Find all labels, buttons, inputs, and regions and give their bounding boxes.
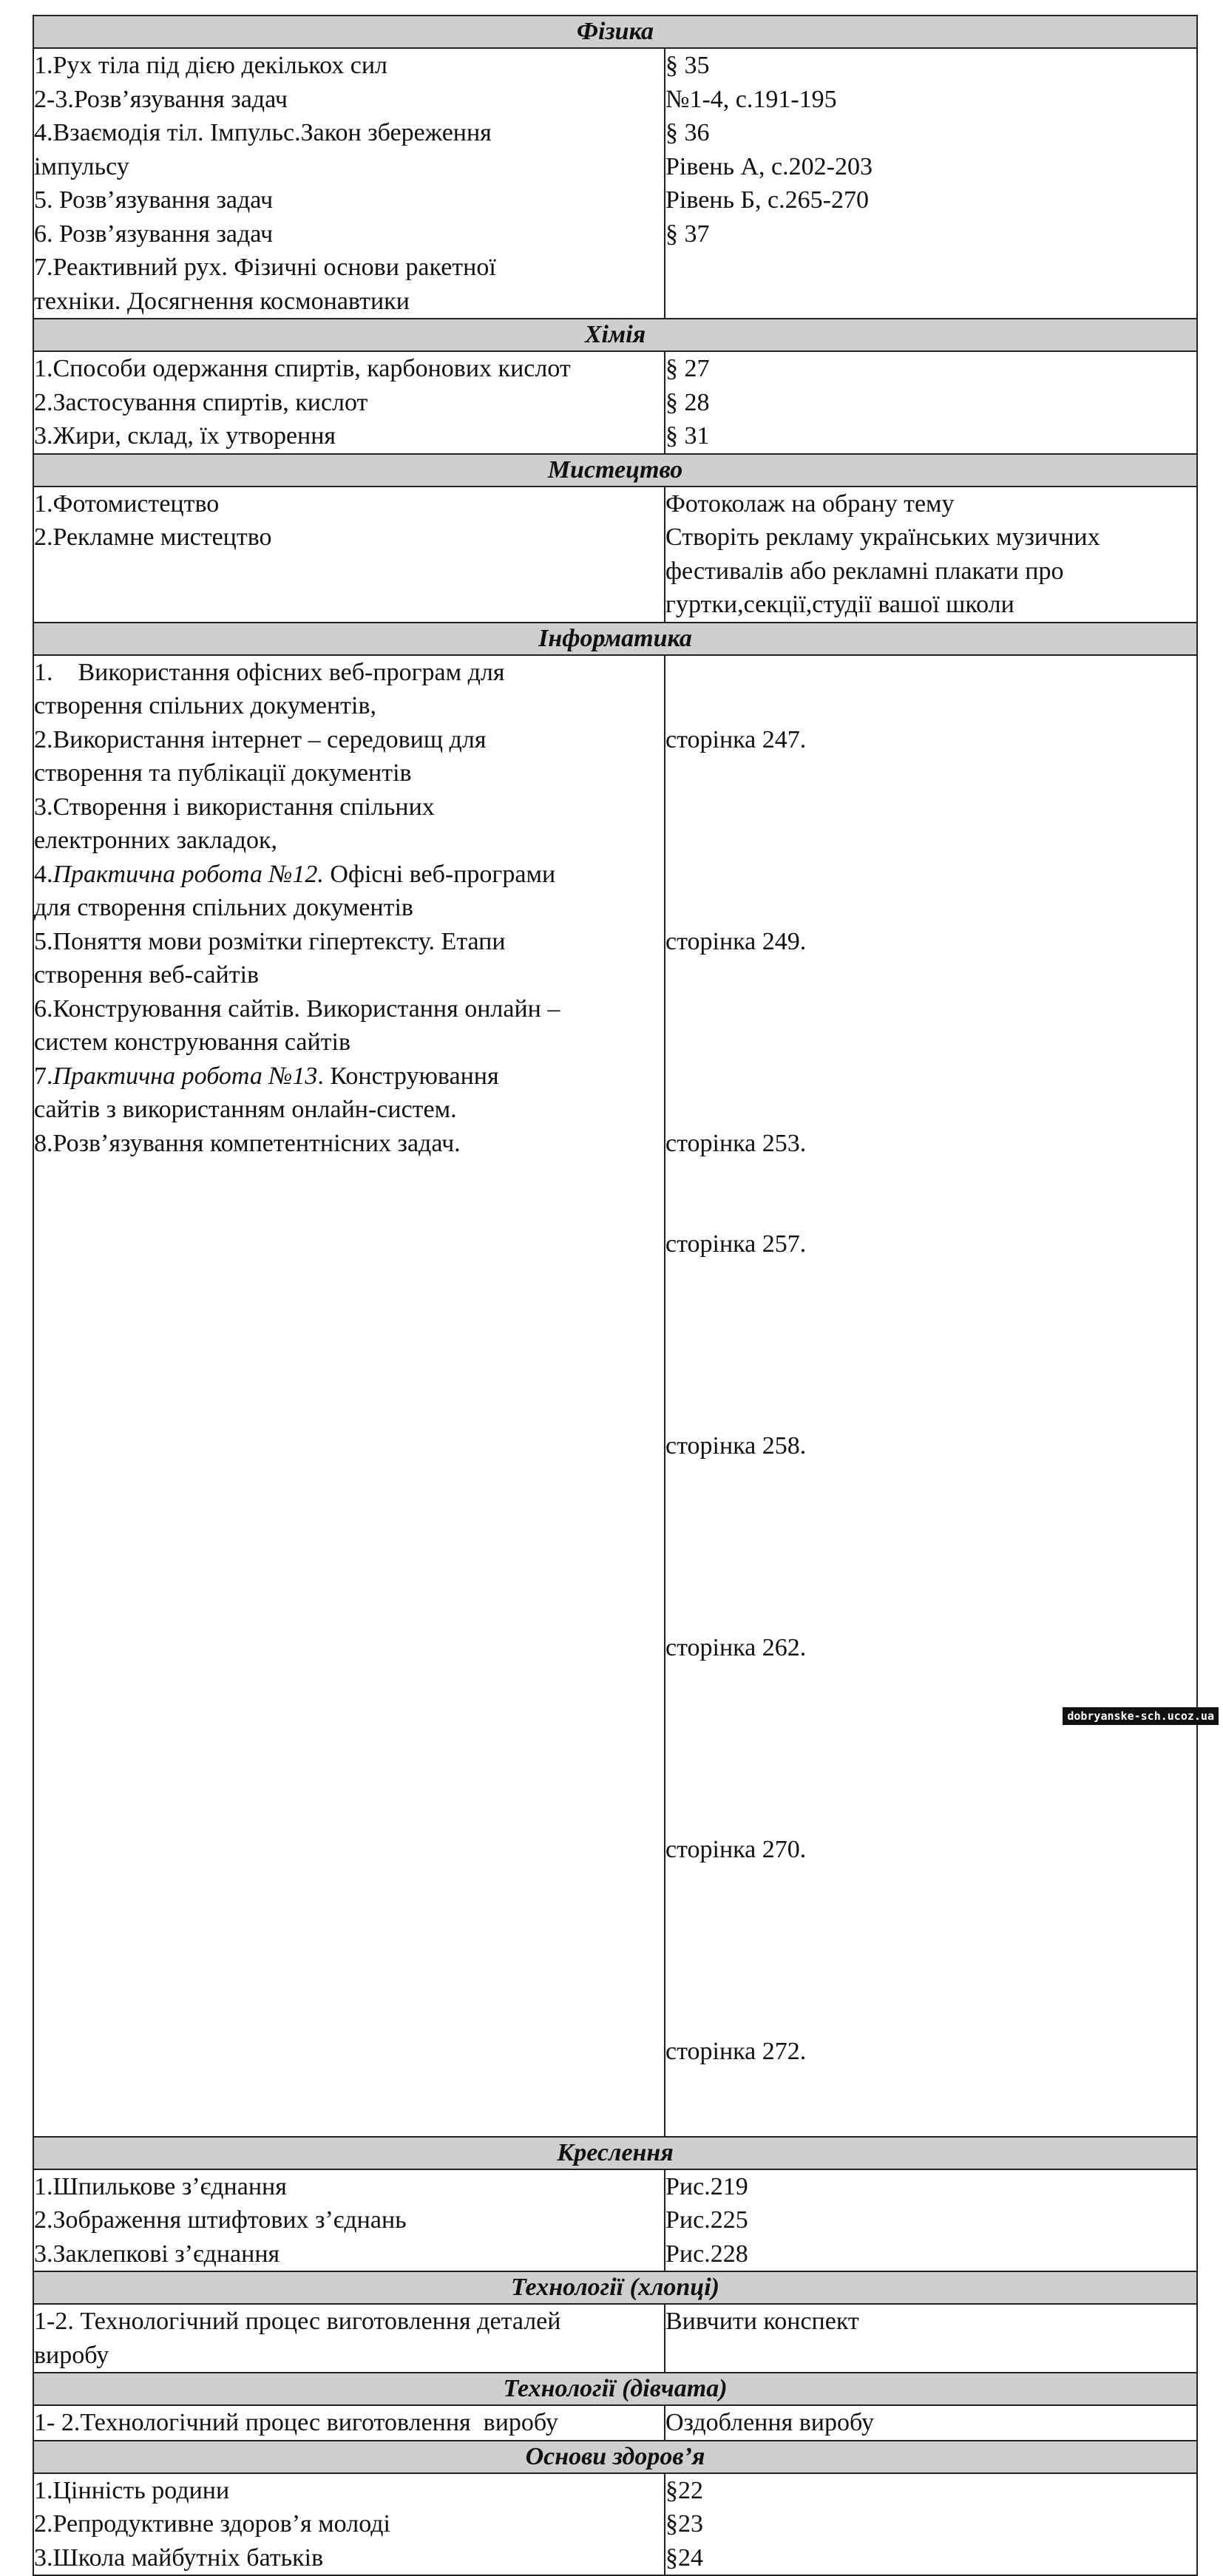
- task-line: § 35: [665, 52, 710, 79]
- topic-line: 3.Школа майбутніх батьків: [34, 2543, 324, 2572]
- topic-line: 1- 2.Технологічний процес виготовлення виробу: [34, 2409, 558, 2436]
- topics-health: [33, 2473, 665, 2576]
- topic-line: 1.Способи одержання спиртів, карбонових кислот: [34, 355, 571, 382]
- site-watermark: dobryanske-sch.ucoz.ua: [1063, 1707, 1219, 1725]
- task-line: § 31: [665, 422, 710, 450]
- topic-line: 1-2. Технологічний процес виготовлення деталей: [34, 2308, 561, 2335]
- task-line: § 27: [665, 355, 710, 382]
- task-line: Рис.225: [665, 2206, 748, 2234]
- topic-number: 4.: [34, 860, 53, 888]
- practical-work-label: Практична робота №12.: [52, 860, 324, 888]
- task-line: § 28: [665, 388, 710, 416]
- topic-line: 2.Застосування спиртів, кислот: [34, 388, 368, 416]
- task-line: Рис.219: [665, 2172, 748, 2200]
- task-line: § 37: [665, 220, 710, 248]
- topic-line: 1.Цінність родини: [34, 2476, 230, 2504]
- topic-line: 3.Жири, склад, їх утворення: [34, 422, 336, 450]
- topic-line: [34, 858, 664, 892]
- topic-line: 2.Рекламне мистецтво: [34, 523, 272, 551]
- topic-line: 5.Поняття мови розмітки гіпертексту. Етапи: [34, 927, 506, 955]
- topics-chemistry: [33, 351, 665, 454]
- task-line: сторінка 270.: [665, 1836, 807, 1863]
- task-line: сторінка 272.: [665, 2038, 807, 2065]
- section-header-health: Основи здоров’я: [33, 2441, 1197, 2473]
- task-line: фестивалів або рекламні плакати про: [665, 557, 1064, 585]
- section-header-technology-girls: Технології (дівчата): [33, 2373, 1197, 2405]
- topics-informatics: [33, 655, 665, 2137]
- task-line: Рівень А, с.202-203: [665, 152, 873, 180]
- topic-line: 2.Використання інтернет – середовищ для: [34, 725, 487, 753]
- task-line: §22: [665, 2476, 703, 2504]
- topic-line: створення спільних документів,: [34, 692, 377, 719]
- topics-technology-girls: [33, 2405, 665, 2441]
- section-header-technology-boys: Технології (хлопці): [33, 2271, 1197, 2304]
- task-line-empty: [665, 1026, 1196, 1060]
- topic-line: систем конструювання сайтів: [34, 1028, 351, 1056]
- task-line: сторінка 257.: [665, 1230, 807, 1258]
- topic-line: 6. Розв’язування задач: [34, 220, 274, 248]
- section-header-physics: Фізика: [33, 16, 1197, 48]
- topic-line: 3.Створення і використання спільних: [34, 793, 435, 821]
- topic-line: електронних закладок,: [34, 827, 277, 854]
- task-line: сторінка 253.: [665, 1129, 807, 1157]
- topic-line: 6.Конструювання сайтів. Використання онлайн –: [34, 994, 560, 1023]
- task-line: сторінка 249.: [665, 927, 807, 955]
- task-line: Вивчити конспект: [665, 2308, 859, 2335]
- tasks-informatics: [665, 655, 1197, 2137]
- topic-line: 1.Шпилькове з’єднання: [34, 2172, 287, 2200]
- tasks-drawing: [665, 2169, 1197, 2272]
- topic-line: 5. Розв’язування задач: [34, 186, 274, 214]
- task-line-empty: [665, 1732, 1196, 1766]
- homework-table: [33, 15, 1198, 2576]
- section-header-drawing: Креслення: [33, 2137, 1197, 2169]
- topic-line: 3.Заклепкові з’єднання: [34, 2240, 280, 2268]
- section-header-chemistry: Хімія: [33, 319, 1197, 351]
- task-line: Рівень Б, с.265-270: [665, 186, 869, 214]
- task-line: Створіть рекламу українських музичних: [665, 523, 1100, 551]
- topic-line: імпульсу: [34, 152, 129, 180]
- section-header-art: Мистецтво: [33, 454, 1197, 487]
- topic-line: 1.Фотомистецтво: [34, 489, 220, 518]
- topic-line: [34, 1060, 664, 1094]
- task-line: §23: [665, 2510, 703, 2538]
- topics-technology-boys: [33, 2304, 665, 2373]
- topic-line: 7.Реактивний рух. Фізичні основи ракетної: [34, 254, 496, 281]
- topic-line: техніки. Досягнення космонавтики: [34, 287, 410, 315]
- tasks-technology-girls: [665, 2405, 1197, 2441]
- task-line-empty: [665, 1934, 1196, 1968]
- tasks-technology-boys: [665, 2304, 1197, 2373]
- topic-line: 8.Розв’язування компетентнісних задач.: [34, 1129, 461, 1157]
- task-line-empty: [665, 1329, 1196, 1363]
- task-line: сторінка 247.: [665, 725, 807, 753]
- topics-drawing: [33, 2169, 665, 2272]
- section-header-informatics: Інформатика: [33, 623, 1197, 655]
- topic-line: 2.Зображення штифтових з’єднань: [34, 2206, 407, 2234]
- topic-number: 7.: [34, 1062, 53, 1090]
- practical-work-label: Практична робота №13: [52, 1062, 318, 1090]
- task-line: Оздоблення виробу: [665, 2409, 874, 2436]
- topic-line: 1. Використання офісних веб-програм для: [34, 658, 505, 686]
- task-line: Фотоколаж на обрану тему: [665, 489, 955, 518]
- topic-text: Офісні веб-програми: [323, 860, 556, 888]
- topic-line: 4.Взаємодія тіл. Імпульс.Закон збереження: [34, 119, 492, 146]
- task-line: №1-4, с.191-195: [665, 85, 837, 113]
- topic-line: 2.Репродуктивне здоров’я молоді: [34, 2510, 390, 2538]
- task-line-empty: [665, 824, 1196, 858]
- tasks-health: [665, 2473, 1197, 2576]
- task-line: гуртки,секції,студії вашої школи: [665, 591, 1014, 618]
- topic-line: для створення спільних документів: [34, 894, 413, 921]
- task-line: Рис.228: [665, 2240, 748, 2268]
- topic-line: сайтів з використанням онлайн-систем.: [34, 1096, 457, 1123]
- topic-line: створення веб-сайтів: [34, 961, 260, 989]
- topic-line: 1.Рух тіла під дією декількох сил: [34, 52, 387, 79]
- task-line: сторінка 258.: [665, 1432, 807, 1460]
- topics-physics: [33, 48, 665, 319]
- task-line: сторінка 262.: [665, 1634, 807, 1661]
- tasks-physics: [665, 48, 1197, 319]
- topics-art: [33, 487, 665, 623]
- topic-line: 2-3.Розв’язування задач: [34, 85, 288, 113]
- tasks-chemistry: [665, 351, 1197, 454]
- task-line: § 36: [665, 119, 710, 146]
- topic-line: виробу: [34, 2341, 109, 2369]
- topic-line: створення та публікації документів: [34, 759, 412, 787]
- task-line: §24: [665, 2543, 703, 2572]
- task-line-empty: [665, 1531, 1196, 1565]
- topic-text: . Конструювання: [317, 1062, 499, 1090]
- tasks-art: [665, 487, 1197, 623]
